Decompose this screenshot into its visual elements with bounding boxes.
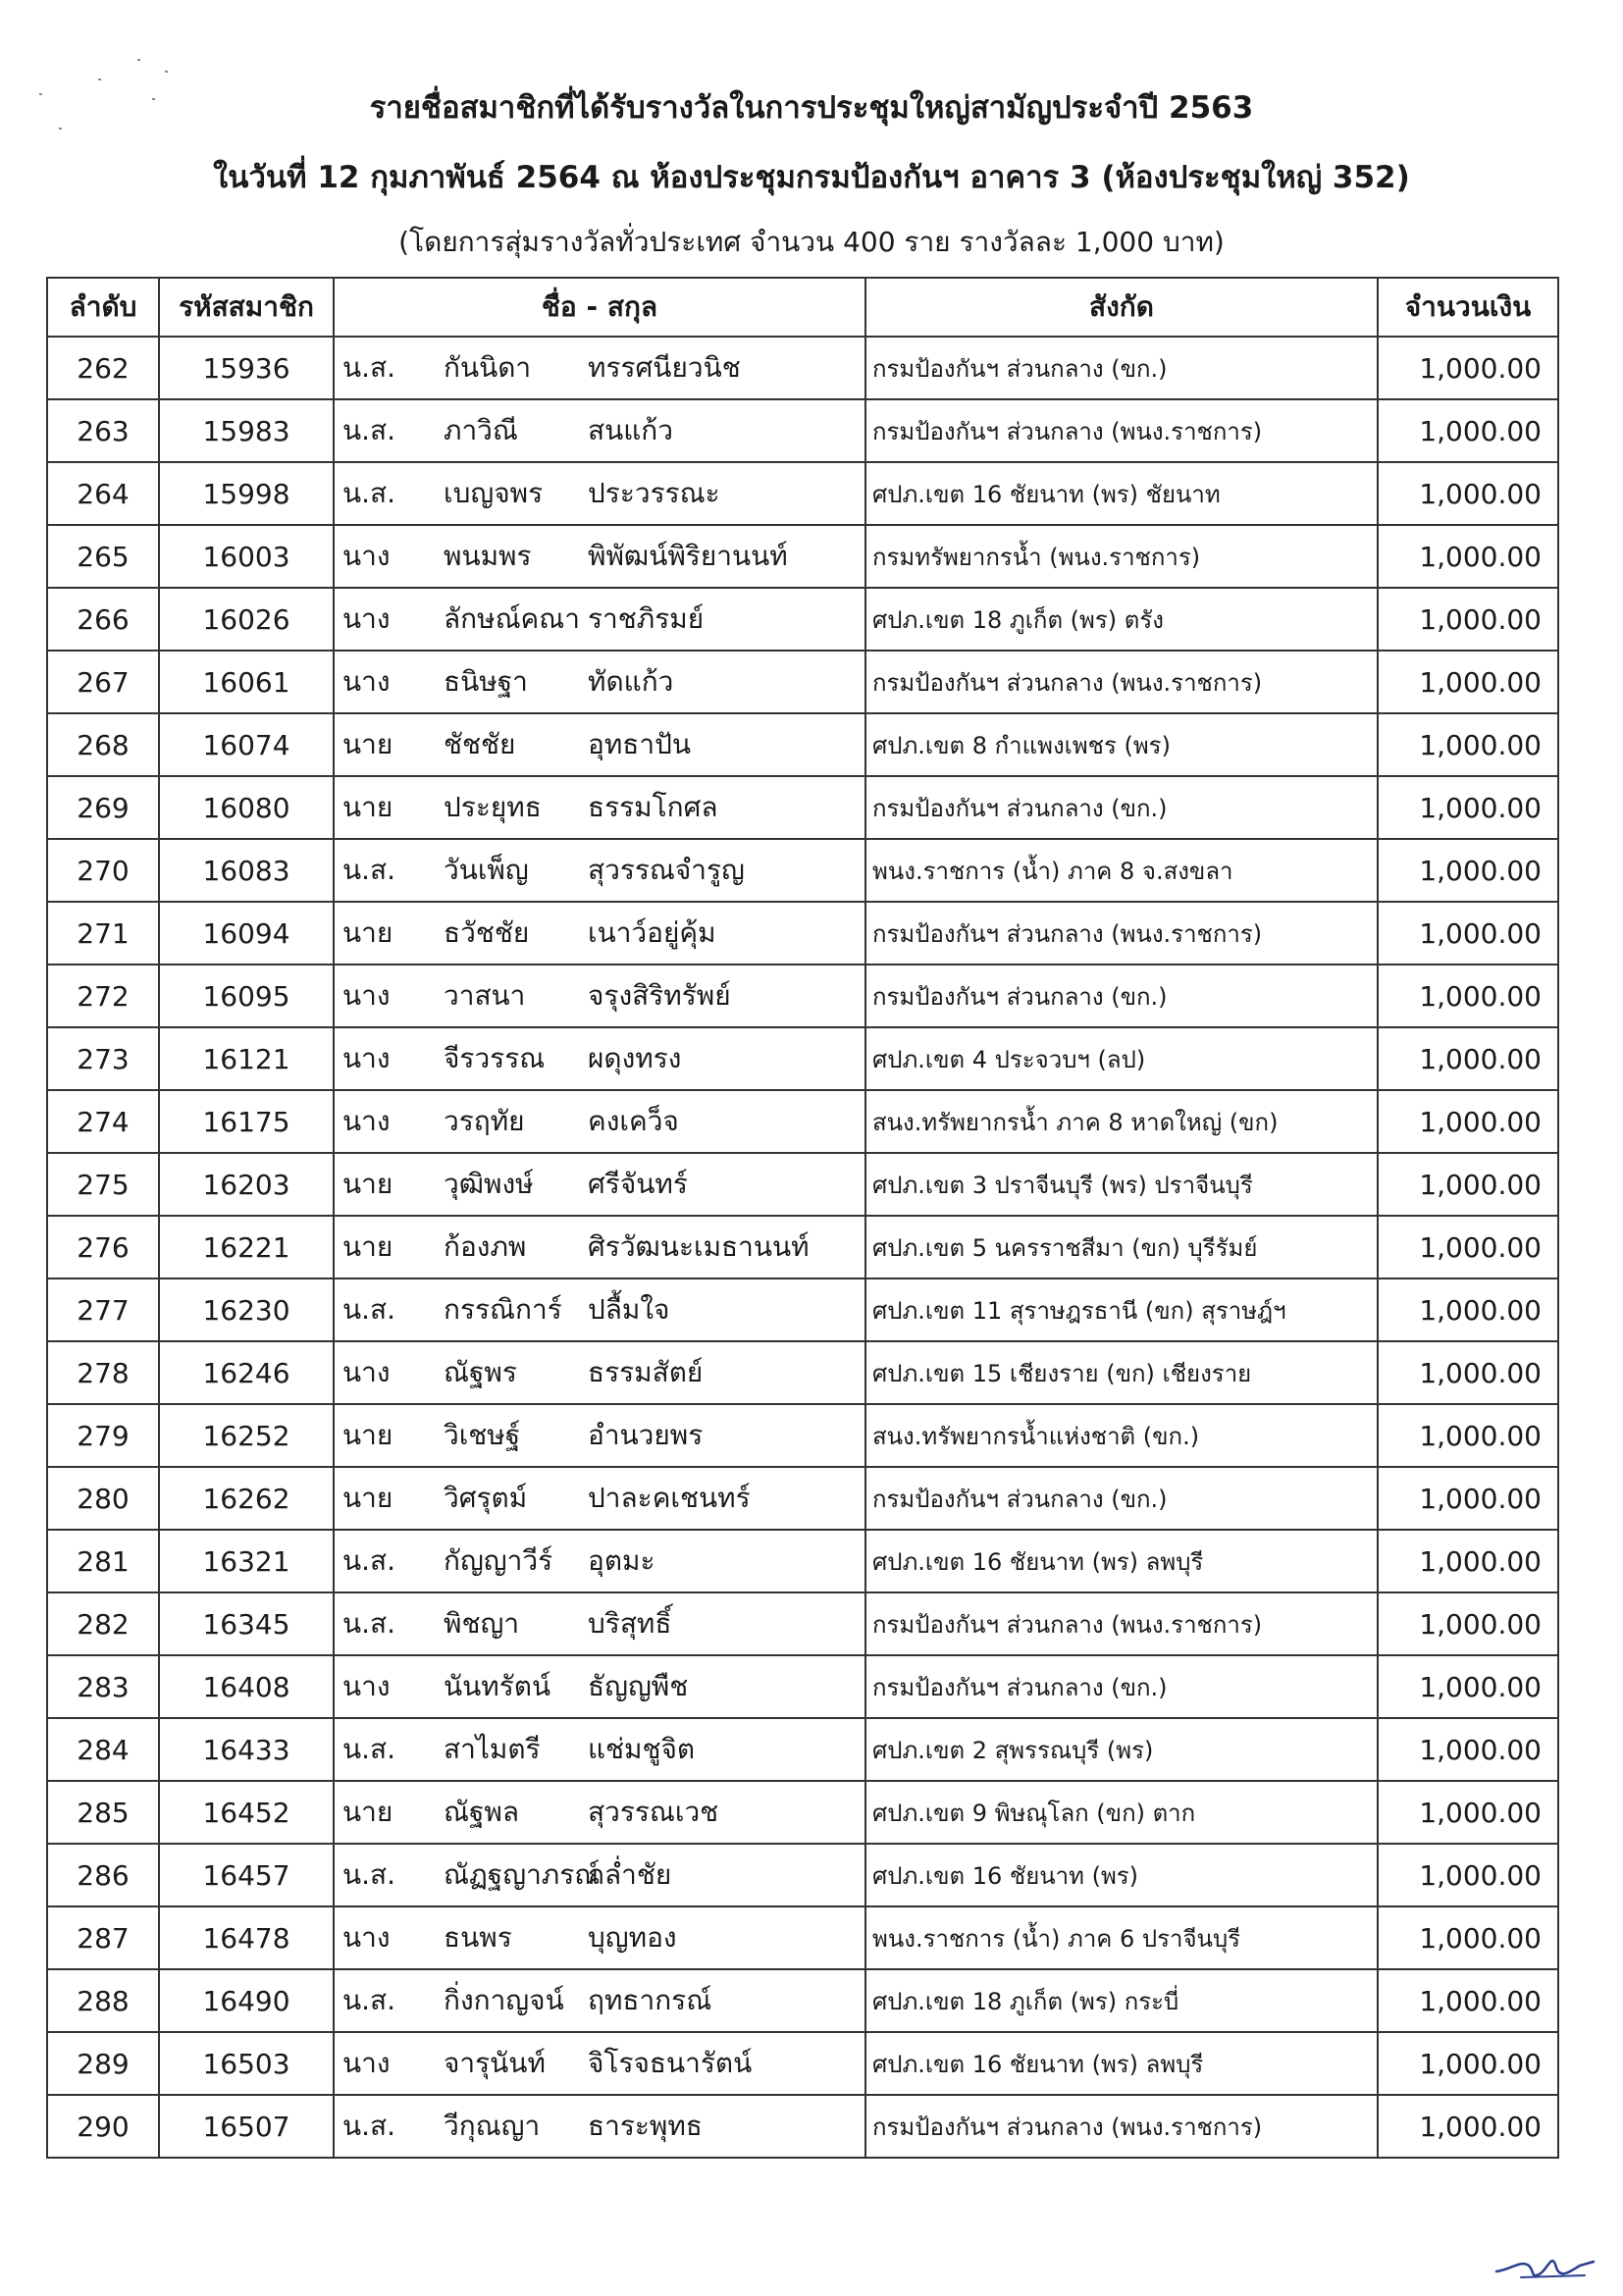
last-name: ธาระพุทธ bbox=[588, 2110, 703, 2142]
member-name bbox=[334, 1467, 865, 1530]
name-prefix: น.ส. bbox=[342, 1293, 396, 1326]
member-id: 16246 bbox=[159, 1341, 334, 1404]
name-prefix: นาย bbox=[342, 1419, 393, 1451]
table-row bbox=[47, 1530, 1558, 1592]
affiliation: กรมป้องกันฯ ส่วนกลาง (ขก.) bbox=[865, 337, 1378, 399]
amount: 1,000.00 bbox=[1378, 1153, 1558, 1216]
column-header-amount: จำนวนเงิน bbox=[1378, 278, 1558, 337]
member-id: 16433 bbox=[159, 1718, 334, 1781]
member-id: 15936 bbox=[159, 337, 334, 399]
first-name: วิศรุตม์ bbox=[444, 1482, 528, 1514]
name-prefix: นาง bbox=[342, 1921, 391, 1954]
first-name: ก้องภพ bbox=[444, 1230, 527, 1263]
row-number: 271 bbox=[47, 902, 159, 965]
last-name: จรุงสิริทรัพย์ bbox=[588, 979, 731, 1012]
name-prefix: นาง bbox=[342, 2047, 391, 2079]
name-prefix: น.ส. bbox=[342, 1544, 396, 1577]
column-header-name: ชื่อ - สกุล bbox=[334, 278, 865, 337]
amount: 1,000.00 bbox=[1378, 965, 1558, 1027]
name-prefix: นาย bbox=[342, 1796, 393, 1828]
first-name: กัญญาวีร์ bbox=[444, 1544, 553, 1577]
name-prefix: น.ส. bbox=[342, 1607, 396, 1640]
member-name bbox=[334, 1718, 865, 1781]
affiliation: กรมป้องกันฯ ส่วนกลาง (ขก.) bbox=[865, 776, 1378, 839]
table-row bbox=[47, 1404, 1558, 1467]
last-name: คงเคว็จ bbox=[588, 1105, 679, 1137]
affiliation: ศปภ.เขต 15 เชียงราย (ขก) เชียงราย bbox=[865, 1341, 1378, 1404]
member-id: 16095 bbox=[159, 965, 334, 1027]
name-prefix: นาง bbox=[342, 540, 391, 572]
table-row bbox=[47, 902, 1558, 965]
row-number: 272 bbox=[47, 965, 159, 1027]
amount: 1,000.00 bbox=[1378, 1216, 1558, 1278]
member-name bbox=[334, 1906, 865, 1969]
affiliation: ศปภ.เขต 9 พิษณุโลก (ขก) ตาก bbox=[865, 1781, 1378, 1844]
table-row bbox=[47, 1969, 1558, 2032]
first-name: กิ่งกาญจน์ bbox=[444, 1984, 564, 2016]
member-name bbox=[334, 525, 865, 588]
first-name: ธนพร bbox=[444, 1921, 512, 1954]
member-id: 16478 bbox=[159, 1906, 334, 1969]
member-name bbox=[334, 1278, 865, 1341]
name-prefix: น.ส. bbox=[342, 1733, 396, 1765]
amount: 1,000.00 bbox=[1378, 713, 1558, 776]
affiliation: ศปภ.เขต 18 ภูเก็ต (พร) กระบี่ bbox=[865, 1969, 1378, 2032]
member-id: 16080 bbox=[159, 776, 334, 839]
table-row bbox=[47, 337, 1558, 399]
last-name: ธรรมโกศล bbox=[588, 791, 718, 823]
first-name: วันเพ็ญ bbox=[444, 854, 529, 886]
member-name bbox=[334, 337, 865, 399]
table-row bbox=[47, 525, 1558, 588]
first-name: พิชญา bbox=[444, 1607, 520, 1640]
affiliation: กรมป้องกันฯ ส่วนกลาง (ขก.) bbox=[865, 965, 1378, 1027]
row-number: 267 bbox=[47, 651, 159, 713]
row-number: 266 bbox=[47, 588, 159, 651]
member-id: 16026 bbox=[159, 588, 334, 651]
row-number: 276 bbox=[47, 1216, 159, 1278]
member-name bbox=[334, 1592, 865, 1655]
row-number: 275 bbox=[47, 1153, 159, 1216]
table-row bbox=[47, 462, 1558, 525]
member-id: 16175 bbox=[159, 1090, 334, 1153]
member-id: 16221 bbox=[159, 1216, 334, 1278]
table-row bbox=[47, 588, 1558, 651]
first-name: สาไมตรี bbox=[444, 1733, 541, 1765]
amount: 1,000.00 bbox=[1378, 651, 1558, 713]
affiliation: กรมป้องกันฯ ส่วนกลาง (ขก.) bbox=[865, 1655, 1378, 1718]
document-title: รายชื่อสมาชิกที่ได้รับรางวัลในการประชุมใหญ่สามัญประจำปี 2563 bbox=[369, 90, 1254, 126]
amount: 1,000.00 bbox=[1378, 1467, 1558, 1530]
member-name bbox=[334, 1781, 865, 1844]
last-name: ปาละคเชนทร์ bbox=[588, 1482, 751, 1514]
table-row bbox=[47, 1781, 1558, 1844]
last-name: ธัญญพืช bbox=[588, 1670, 689, 1702]
row-number: 277 bbox=[47, 1278, 159, 1341]
table-row bbox=[47, 776, 1558, 839]
affiliation: พนง.ราชการ (น้ำ) ภาค 6 ปราจีนบุรี bbox=[865, 1906, 1378, 1969]
first-name: วรฤทัย bbox=[444, 1105, 525, 1137]
row-number: 288 bbox=[47, 1969, 159, 2032]
name-prefix: น.ส. bbox=[342, 1984, 396, 2016]
last-name: กล่ำชัย bbox=[588, 1858, 672, 1891]
affiliation: ศปภ.เขต 3 ปราจีนบุรี (พร) ปราจีนบุรี bbox=[865, 1153, 1378, 1216]
table-row bbox=[47, 1153, 1558, 1216]
row-number: 262 bbox=[47, 337, 159, 399]
member-name bbox=[334, 651, 865, 713]
first-name: ธนิษฐา bbox=[444, 665, 528, 698]
amount: 1,000.00 bbox=[1378, 2095, 1558, 2158]
table-row bbox=[47, 1027, 1558, 1090]
last-name: ศิรวัฒนะเมธานนท์ bbox=[588, 1230, 810, 1263]
member-name bbox=[334, 1655, 865, 1718]
last-name: เนาว์อยู่คุ้ม bbox=[588, 916, 716, 949]
row-number: 273 bbox=[47, 1027, 159, 1090]
table-row bbox=[47, 1467, 1558, 1530]
name-prefix: น.ส. bbox=[342, 2110, 396, 2142]
name-prefix: น.ส. bbox=[342, 414, 396, 446]
member-id: 16503 bbox=[159, 2032, 334, 2095]
name-prefix: น.ส. bbox=[342, 854, 396, 886]
last-name: ราชภิรมย์ bbox=[588, 602, 705, 635]
affiliation: กรมป้องกันฯ ส่วนกลาง (พนง.ราชการ) bbox=[865, 2095, 1378, 2158]
last-name: บริสุทธิ์ bbox=[588, 1607, 672, 1640]
first-name: วุฒิพงษ์ bbox=[444, 1168, 534, 1200]
first-name: วาสนา bbox=[444, 979, 526, 1012]
amount: 1,000.00 bbox=[1378, 1592, 1558, 1655]
member-id: 15998 bbox=[159, 462, 334, 525]
first-name: ภาวิณี bbox=[444, 414, 518, 446]
table-row bbox=[47, 1278, 1558, 1341]
first-name: ณัฐพล bbox=[444, 1796, 520, 1828]
first-name: เบญจพร bbox=[444, 477, 544, 509]
amount: 1,000.00 bbox=[1378, 588, 1558, 651]
row-number: 282 bbox=[47, 1592, 159, 1655]
first-name: วีกุณญา bbox=[444, 2110, 541, 2142]
last-name: ศรีจันทร์ bbox=[588, 1168, 688, 1200]
name-prefix: นาง bbox=[342, 1105, 391, 1137]
member-id: 16083 bbox=[159, 839, 334, 902]
affiliation: สนง.ทรัพยากรน้ำแห่งชาติ (ขก.) bbox=[865, 1404, 1378, 1467]
member-id: 15983 bbox=[159, 399, 334, 462]
amount: 1,000.00 bbox=[1378, 1341, 1558, 1404]
affiliation: กรมป้องกันฯ ส่วนกลาง (ขก.) bbox=[865, 1467, 1378, 1530]
affiliation: กรมป้องกันฯ ส่วนกลาง (พนง.ราชการ) bbox=[865, 651, 1378, 713]
row-number: 274 bbox=[47, 1090, 159, 1153]
member-name bbox=[334, 588, 865, 651]
amount: 1,000.00 bbox=[1378, 1530, 1558, 1592]
member-name bbox=[334, 776, 865, 839]
column-header-member-id: รหัสสมาชิก bbox=[159, 278, 334, 337]
table-row bbox=[47, 1718, 1558, 1781]
member-id: 16262 bbox=[159, 1467, 334, 1530]
affiliation: กรมป้องกันฯ ส่วนกลาง (พนง.ราชการ) bbox=[865, 1592, 1378, 1655]
document-subtitle: ในวันที่ 12 กุมภาพันธ์ 2564 ณ ห้องประชุมกรมป้องกันฯ อาคาร 3 (ห้องประชุมใหญ่ 352) bbox=[213, 160, 1410, 195]
column-header-no: ลำดับ bbox=[47, 278, 159, 337]
affiliation: ศปภ.เขต 16 ชัยนาท (พร) ชัยนาท bbox=[865, 462, 1378, 525]
row-number: 269 bbox=[47, 776, 159, 839]
amount: 1,000.00 bbox=[1378, 1718, 1558, 1781]
member-name bbox=[334, 1153, 865, 1216]
last-name: พิพัฒน์พิริยานนท์ bbox=[588, 540, 788, 572]
row-number: 270 bbox=[47, 839, 159, 902]
last-name: ประวรรณะ bbox=[588, 477, 720, 509]
row-number: 290 bbox=[47, 2095, 159, 2158]
name-prefix: นาย bbox=[342, 1230, 393, 1263]
last-name: สุวรรณจำรูญ bbox=[588, 854, 745, 886]
first-name: ลักษณ์คณา bbox=[444, 602, 580, 635]
member-name bbox=[334, 1027, 865, 1090]
table-row bbox=[47, 1906, 1558, 1969]
member-id: 16203 bbox=[159, 1153, 334, 1216]
table-row bbox=[47, 1655, 1558, 1718]
first-name: ชัชชัย bbox=[444, 728, 516, 760]
amount: 1,000.00 bbox=[1378, 337, 1558, 399]
table-row bbox=[47, 399, 1558, 462]
affiliation: ศปภ.เขต 16 ชัยนาท (พร) ลพบุรี bbox=[865, 2032, 1378, 2095]
member-id: 16003 bbox=[159, 525, 334, 588]
member-id: 16121 bbox=[159, 1027, 334, 1090]
amount: 1,000.00 bbox=[1378, 839, 1558, 902]
row-number: 281 bbox=[47, 1530, 159, 1592]
signature-mark bbox=[1492, 2242, 1599, 2286]
last-name: สุวรรณเวช bbox=[588, 1796, 719, 1828]
name-prefix: นาย bbox=[342, 791, 393, 823]
row-number: 284 bbox=[47, 1718, 159, 1781]
row-number: 264 bbox=[47, 462, 159, 525]
amount: 1,000.00 bbox=[1378, 776, 1558, 839]
first-name: กันนิดา bbox=[444, 351, 532, 384]
name-prefix: นาย bbox=[342, 1482, 393, 1514]
member-id: 16408 bbox=[159, 1655, 334, 1718]
last-name: จิโรจธนารัตน์ bbox=[588, 2047, 753, 2079]
row-number: 280 bbox=[47, 1467, 159, 1530]
first-name: ณัฏฐญาภรณ์ bbox=[444, 1858, 601, 1891]
table-row bbox=[47, 1090, 1558, 1153]
member-id: 16490 bbox=[159, 1969, 334, 2032]
amount: 1,000.00 bbox=[1378, 462, 1558, 525]
member-name bbox=[334, 462, 865, 525]
last-name: บุญทอง bbox=[588, 1921, 677, 1954]
last-name: อุตมะ bbox=[588, 1544, 655, 1577]
row-number: 286 bbox=[47, 1844, 159, 1906]
affiliation: ศปภ.เขต 11 สุราษฎรธานี (ขก) สุราษฎ์ฯ bbox=[865, 1278, 1378, 1341]
winners-table bbox=[46, 277, 1559, 2159]
table-header-row bbox=[47, 278, 1558, 337]
column-header-affiliation: สังกัด bbox=[865, 278, 1378, 337]
affiliation: ศปภ.เขต 18 ภูเก็ต (พร) ตรัง bbox=[865, 588, 1378, 651]
name-prefix: นาง bbox=[342, 602, 391, 635]
table-row bbox=[47, 965, 1558, 1027]
member-name bbox=[334, 1090, 865, 1153]
amount: 1,000.00 bbox=[1378, 399, 1558, 462]
first-name: กรรณิการ์ bbox=[444, 1293, 562, 1326]
member-name bbox=[334, 839, 865, 902]
affiliation: ศปภ.เขต 5 นครราชสีมา (ขก) บุรีรัมย์ bbox=[865, 1216, 1378, 1278]
first-name: พนมพร bbox=[444, 540, 532, 572]
amount: 1,000.00 bbox=[1378, 2032, 1558, 2095]
row-number: 289 bbox=[47, 2032, 159, 2095]
member-id: 16507 bbox=[159, 2095, 334, 2158]
member-id: 16074 bbox=[159, 713, 334, 776]
table-row bbox=[47, 1216, 1558, 1278]
name-prefix: น.ส. bbox=[342, 351, 396, 384]
affiliation: สนง.ทรัพยากรน้ำ ภาค 8 หาดใหญ่ (ขก) bbox=[865, 1090, 1378, 1153]
table-row bbox=[47, 2032, 1558, 2095]
first-name: วิเชษฐ์ bbox=[444, 1419, 521, 1451]
affiliation: กรมป้องกันฯ ส่วนกลาง (พนง.ราชการ) bbox=[865, 902, 1378, 965]
member-id: 16230 bbox=[159, 1278, 334, 1341]
affiliation: กรมทรัพยากรน้ำ (พนง.ราชการ) bbox=[865, 525, 1378, 588]
name-prefix: นาง bbox=[342, 1042, 391, 1074]
affiliation: ศปภ.เขต 4 ประจวบฯ (ลป) bbox=[865, 1027, 1378, 1090]
row-number: 285 bbox=[47, 1781, 159, 1844]
amount: 1,000.00 bbox=[1378, 1278, 1558, 1341]
member-name bbox=[334, 1404, 865, 1467]
amount: 1,000.00 bbox=[1378, 1781, 1558, 1844]
table-row bbox=[47, 1592, 1558, 1655]
member-id: 16252 bbox=[159, 1404, 334, 1467]
row-number: 283 bbox=[47, 1655, 159, 1718]
member-id: 16321 bbox=[159, 1530, 334, 1592]
member-name bbox=[334, 399, 865, 462]
row-number: 268 bbox=[47, 713, 159, 776]
last-name: ฤทธากรณ์ bbox=[588, 1984, 712, 2016]
table-row bbox=[47, 1341, 1558, 1404]
amount: 1,000.00 bbox=[1378, 1844, 1558, 1906]
name-prefix: นาย bbox=[342, 1168, 393, 1200]
name-prefix: นาย bbox=[342, 728, 393, 760]
member-name bbox=[334, 902, 865, 965]
member-id: 16345 bbox=[159, 1592, 334, 1655]
last-name: ทัดแก้ว bbox=[588, 665, 674, 698]
member-id: 16094 bbox=[159, 902, 334, 965]
first-name: จารุนันท์ bbox=[444, 2047, 546, 2079]
last-name: ผดุงทรง bbox=[588, 1042, 682, 1074]
table-body bbox=[47, 337, 1558, 2158]
name-prefix: นาง bbox=[342, 979, 391, 1012]
member-name bbox=[334, 1216, 865, 1278]
first-name: จีรวรรณ bbox=[444, 1042, 546, 1074]
first-name: นันทรัตน์ bbox=[444, 1670, 551, 1702]
member-name bbox=[334, 1530, 865, 1592]
member-name bbox=[334, 2032, 865, 2095]
amount: 1,000.00 bbox=[1378, 1655, 1558, 1718]
name-prefix: นาง bbox=[342, 1670, 391, 1702]
row-number: 278 bbox=[47, 1341, 159, 1404]
member-name bbox=[334, 2095, 865, 2158]
affiliation: ศปภ.เขต 8 กำแพงเพชร (พร) bbox=[865, 713, 1378, 776]
amount: 1,000.00 bbox=[1378, 1090, 1558, 1153]
affiliation: ศปภ.เขต 16 ชัยนาท (พร) bbox=[865, 1844, 1378, 1906]
last-name: ทรรศนียวนิช bbox=[588, 351, 741, 384]
last-name: แช่มชูจิต bbox=[588, 1733, 696, 1765]
affiliation: พนง.ราชการ (น้ำ) ภาค 8 จ.สงขลา bbox=[865, 839, 1378, 902]
row-number: 279 bbox=[47, 1404, 159, 1467]
last-name: ปลื้มใจ bbox=[588, 1293, 670, 1326]
amount: 1,000.00 bbox=[1378, 902, 1558, 965]
member-name bbox=[334, 1341, 865, 1404]
table-row bbox=[47, 651, 1558, 713]
row-number: 265 bbox=[47, 525, 159, 588]
name-prefix: นาง bbox=[342, 665, 391, 698]
amount: 1,000.00 bbox=[1378, 1906, 1558, 1969]
member-name bbox=[334, 1969, 865, 2032]
last-name: อุทธาปัน bbox=[588, 728, 691, 760]
name-prefix: น.ส. bbox=[342, 477, 396, 509]
amount: 1,000.00 bbox=[1378, 1027, 1558, 1090]
first-name: ณัฐพร bbox=[444, 1356, 517, 1388]
table-row bbox=[47, 2095, 1558, 2158]
member-id: 16457 bbox=[159, 1844, 334, 1906]
first-name: ประยุทธ bbox=[444, 791, 542, 823]
last-name: อำนวยพร bbox=[588, 1419, 704, 1451]
affiliation: ศปภ.เขต 2 สุพรรณบุรี (พร) bbox=[865, 1718, 1378, 1781]
amount: 1,000.00 bbox=[1378, 525, 1558, 588]
affiliation: ศปภ.เขต 16 ชัยนาท (พร) ลพบุรี bbox=[865, 1530, 1378, 1592]
member-name bbox=[334, 1844, 865, 1906]
member-id: 16452 bbox=[159, 1781, 334, 1844]
last-name: สนแก้ว bbox=[588, 414, 673, 446]
amount: 1,000.00 bbox=[1378, 1969, 1558, 2032]
row-number: 263 bbox=[47, 399, 159, 462]
member-name bbox=[334, 713, 865, 776]
name-prefix: น.ส. bbox=[342, 1858, 396, 1891]
table-row bbox=[47, 713, 1558, 776]
name-prefix: นาย bbox=[342, 916, 393, 949]
affiliation: กรมป้องกันฯ ส่วนกลาง (พนง.ราชการ) bbox=[865, 399, 1378, 462]
member-name bbox=[334, 965, 865, 1027]
table-row bbox=[47, 1844, 1558, 1906]
first-name: ธวัชชัย bbox=[444, 916, 530, 949]
member-id: 16061 bbox=[159, 651, 334, 713]
amount: 1,000.00 bbox=[1378, 1404, 1558, 1467]
name-prefix: นาง bbox=[342, 1356, 391, 1388]
table-row bbox=[47, 839, 1558, 902]
row-number: 287 bbox=[47, 1906, 159, 1969]
last-name: ธรรมสัตย์ bbox=[588, 1356, 704, 1388]
document-note: (โดยการสุ่มรางวัลทั่วประเทศ จำนวน 400 ราย รางวัลละ 1,000 บาท) bbox=[398, 226, 1225, 258]
